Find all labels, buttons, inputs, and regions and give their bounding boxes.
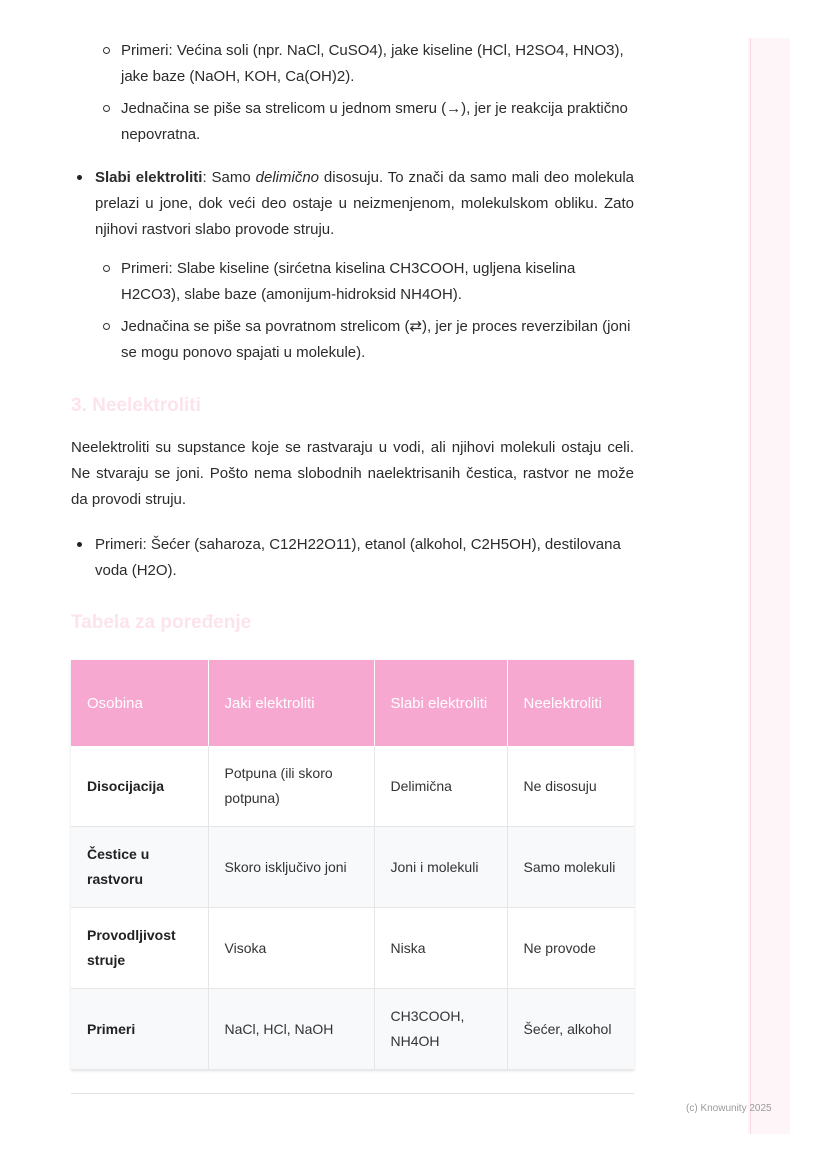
- column-header: Osobina: [71, 660, 208, 746]
- table-cell: Ne disosuju: [507, 746, 634, 827]
- weak-electrolytes-item: [71, 165, 634, 243]
- table-cell: Delimična: [374, 746, 507, 827]
- table-cell: Samo molekuli: [507, 827, 634, 908]
- nonelectrolyte-examples-list: [71, 532, 634, 584]
- list-item: Primeri: Šećer (saharoza, C12H22O11), etanol (alkohol, C2H5OH), destilovana voda (H2O).: [71, 532, 634, 584]
- side-margin-line: [750, 38, 751, 1134]
- paragraph-text: Neelektroliti su supstance koje se rastvaraju u vodi, ali njihovi molekuli ostaju celi. Ne stvaraju se joni. Pošto nema slobodnih naelektrisanih čestica, rastvor ne može da provodi struju.: [71, 439, 634, 508]
- table-row: [71, 989, 634, 1070]
- table-cell: Potpuna (ili skoro potpuna): [208, 746, 374, 827]
- row-header: Čestice u rastvoru: [71, 827, 208, 908]
- row-header: Primeri: [71, 989, 208, 1070]
- list-item: Primeri: Većina soli (npr. NaCl, CuSO4), jake kiseline (HCl, H2SO4, HNO3), jake baze (NaOH, KOH, Ca(OH)2).: [103, 38, 634, 90]
- list-item: Primeri: Slabe kiseline (sirćetna kiselina CH3COOH, ugljena kiselina H2CO3), slabe baze (amonijum-hidroksid NH4OH).: [103, 256, 634, 308]
- table-header-row: [71, 660, 634, 746]
- table-row: [71, 746, 634, 827]
- footer-divider: [71, 1093, 634, 1094]
- list-item: Jednačina se piše sa povratnom strelicom (⇄), jer je proces reverzibilan (joni se mogu ponovo spajati u molekule).: [103, 314, 634, 366]
- row-header: Disocijacija: [71, 746, 208, 827]
- table-cell: Skoro isključivo joni: [208, 827, 374, 908]
- table-cell: Šećer, alkohol: [507, 989, 634, 1070]
- body-text: disosuju. To znači da samo mali deo molekula prelazi u jone, dok veći deo ostaje u neizmenjenom, molekulskom obliku. Zato njihovi rastvori slabo provode struju.: [95, 169, 635, 238]
- column-header: Slabi elektroliti: [374, 660, 507, 746]
- table-row: [71, 908, 634, 989]
- list-item: Jednačina se piše sa strelicom u jednom smeru (→), jer je reakcija praktično nepovratna.: [103, 96, 634, 148]
- table-cell: CH3COOH, NH4OH: [374, 989, 507, 1070]
- weak-electrolytes-list: [71, 165, 634, 243]
- column-header: Neelektroliti: [507, 660, 634, 746]
- copyright-text: (c) Knowunity 2025: [686, 1103, 772, 1114]
- column-header: Jaki elektroliti: [208, 660, 374, 746]
- row-header: Provodljivost struje: [71, 908, 208, 989]
- weak-examples-list: [103, 256, 634, 372]
- side-margin-strip: [748, 38, 790, 1134]
- lead-text: : Samo: [202, 169, 256, 186]
- table-cell: Visoka: [208, 908, 374, 989]
- emphasis-text: delimično: [255, 169, 320, 186]
- term: Slabi elektroliti: [95, 169, 203, 186]
- table-cell: Niska: [374, 908, 507, 989]
- comparison-table: [71, 660, 634, 1070]
- table-row: [71, 827, 634, 908]
- section-heading: 3. Neelektroliti: [71, 395, 201, 416]
- table-cell: Joni i molekuli: [374, 827, 507, 908]
- strong-examples-list: [103, 38, 634, 154]
- section-paragraph: [71, 435, 634, 513]
- table-heading: Tabela za poređenje: [71, 612, 252, 633]
- table-cell: Ne provode: [507, 908, 634, 989]
- table-cell: NaCl, HCl, NaOH: [208, 989, 374, 1070]
